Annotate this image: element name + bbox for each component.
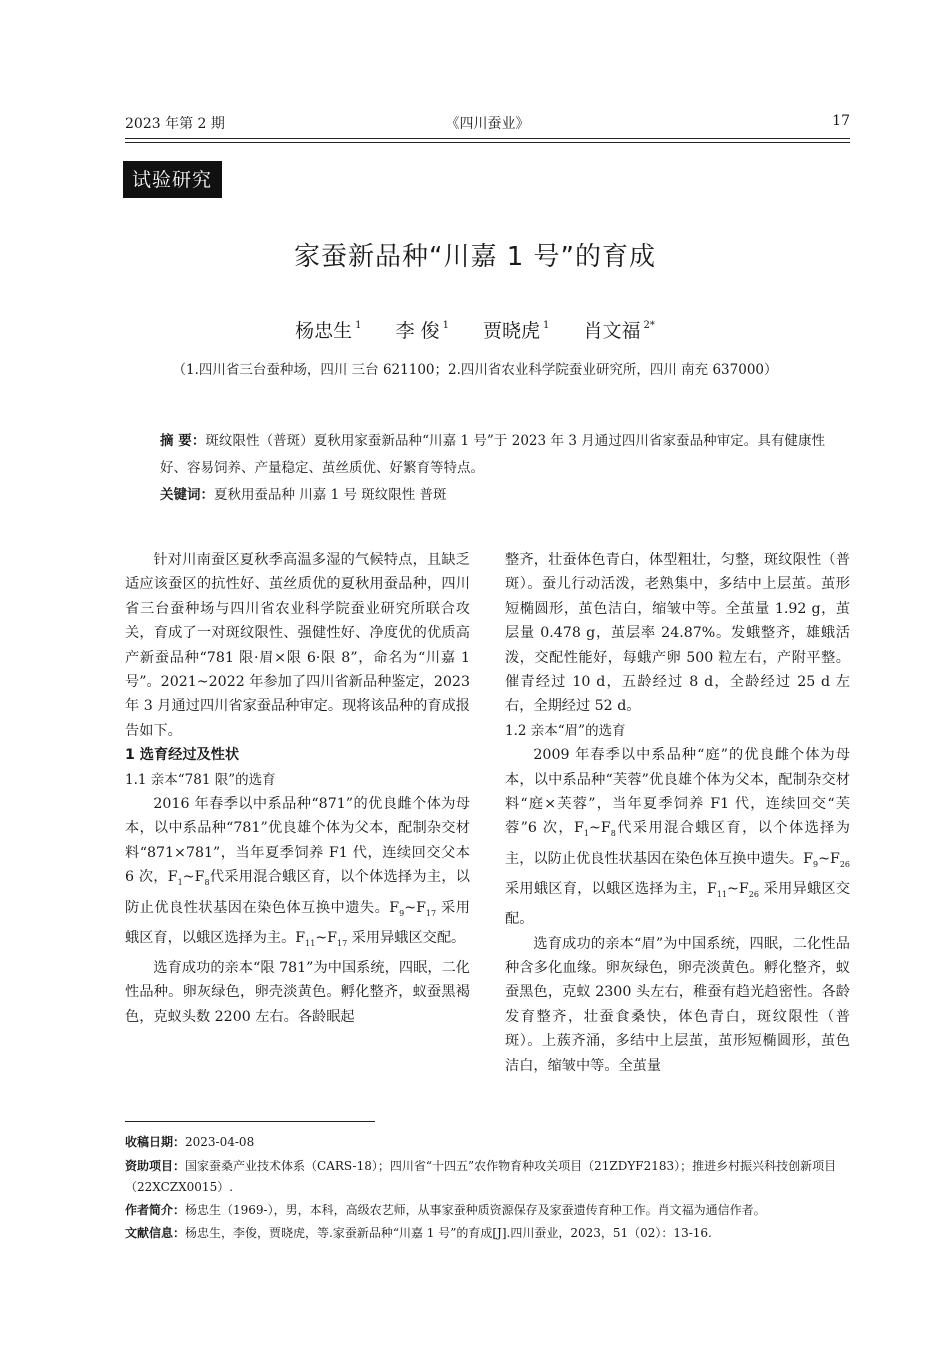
subsection-heading: 1.1 亲本“781 限”的选育 xyxy=(125,771,276,788)
keywords-label: 关键词： xyxy=(160,487,214,503)
footnote-received: 收稿日期：2023-04-08 xyxy=(125,1135,255,1149)
journal-name: 《四川蚕业》 xyxy=(445,116,530,132)
keywords: 夏秋用蚕品种 川嘉 1 号 斑纹限性 普斑 xyxy=(214,487,447,503)
author: 李 俊 $^1$ xyxy=(395,320,449,342)
issue-label: 2023 年第 2 期 xyxy=(125,116,225,132)
section-heading: 1 选育经过及性状 xyxy=(125,747,240,764)
author: 肖文福 $^{2*}$ xyxy=(583,320,655,342)
section-label: 试验研究 xyxy=(124,162,221,197)
page-number: 17 xyxy=(832,113,850,129)
author: 贾晓虎 $^1$ xyxy=(483,320,550,342)
paragraph: 选育成功的亲本“眉”为中国系统，四眠，二化性品种含多化血缘。卵灰绿色，卵壳淡黄色。孵化整齐，蚁蚕黑色，克蚁 2300 头左右，稚蚕有趋光趋密性。各龄发育整齐，壮蚕食桑快，体色青白，斑纹限性（普斑）。上蔟齐涌，多结中上层茧，茧形短椭圆形，茧色洁白，缩皱中等。全茧量 xyxy=(505,935,850,1074)
header-rule-thin xyxy=(125,142,850,143)
header-rule xyxy=(125,138,850,139)
footnote-funding: 资助项目：国家蚕桑产业技术体系（CARS-18）；四川省“十四五”农作物育种攻关项目（21ZDYF2183）；推进乡村振兴科技创新项目（22XCZX0015）. xyxy=(125,1159,837,1194)
affiliations: （1.四川省三台蚕种场，四川 三台 621100；2.四川省农业科学院蚕业研究所，四川 南充 637000） xyxy=(172,362,778,378)
body-column-right xyxy=(505,548,850,1078)
abstract-label: 摘 要： xyxy=(160,433,206,449)
paragraph-continued: 整齐，壮蚕体色青白，体型粗壮，匀整，斑纹限性（普斑）。蚕儿行动活泼，老熟集中，多结中上层茧。茧形短椭圆形，茧色洁白，缩皱中等。全茧量 1.92 g，茧层量 0.478 g，茧层率 24.87%。发蛾整齐，雄蛾活泼，交配性能好，每蛾产卵 500 粒左右，产附平整。催青经过 10 d，五龄经过 8 d，全龄经过 25 d 左右，全期经过 52 d。 xyxy=(505,552,850,715)
paragraph: 选育成功的亲本“限 781”为中国系统，四眠，二化性品种。卵灰绿色，卵壳淡黄色。孵化整齐，蚁蚕黑褐色，克蚁头数 2200 左右。各龄眠起 xyxy=(125,959,470,1025)
paragraph: 2009 年春季以中系品种“庭”的优良雌个体为母本，以中系品种“芙蓉”优良雄个体为父本，配制杂交材料“庭×芙蓉”，当年夏季饲养 F1 代，连续回交“芙蓉”6 次，$F_1\sim F_8$代采用混合蛾区育，以个体选择为主，以防止优良性状基因在染色体互换中遗失。$F_9\sim F_{26}$ 采用蛾区育，以蛾区选择为主，$F_{11}\sim F_{26}$ 采用异蛾区交配。 xyxy=(505,747,850,928)
author-list xyxy=(0,316,950,343)
footnote-citation: 文献信息：杨忠生，李俊，贾晓虎，等.家蚕新品种“川嘉 1 号”的育成[J].四川蚕业，2023，51（02）：13-16. xyxy=(125,1226,712,1240)
abstract-text: 斑纹限性（普斑）夏秋用家蚕新品种“川嘉 1 号”于 2023 年 3 月通过四川省家蚕品种审定。具有健康性好、容易饲养、产量稳定、茧丝质优、好繁育等特点。 xyxy=(160,433,826,476)
subsection-heading: 1.2 亲本“眉”的选育 xyxy=(505,722,626,739)
body-column-left xyxy=(125,548,470,1029)
footnote-author: 作者简介：杨忠生（1969-），男，本科，高级农艺师，从事家蚕种质资源保存及家蚕遗传育种工作。肖文福为通信作者。 xyxy=(125,1203,766,1217)
abstract xyxy=(160,428,825,509)
footnote-rule xyxy=(125,1121,375,1122)
paragraph: 2016 年春季以中系品种“871”的优良雌个体为母本，以中系品种“781”优良雄个体为父本，配制杂交材料“871×781”，当年夏季饲养 F1 代，连续回交父本 6 次，$F_1\sim F_8$代采用混合蛾区育，以个体选择为主，以防止优良性状基因在染色体互换中遗失。$F_9\sim F_{17}$ 采用蛾区育，以蛾区选择为主。$F_{11}\sim F_{17}$ 采用异蛾区交配。 xyxy=(125,796,470,948)
paper-title: 家蚕新品种“川嘉 1 号”的育成 xyxy=(293,242,656,272)
intro-paragraph: 针对川南蚕区夏秋季高温多湿的气候特点，且缺乏适应该蚕区的抗性好、茧丝质优的夏秋用蚕品种，四川省三台蚕种场与四川省农业科学院蚕业研究所联合攻关，育成了一对斑纹限性、强健性好、净度优的优质高产新蚕品种“781 限·眉×限 6·限 8”，命名为“川嘉 1 号”。2021~2022 年参加了四川省新品种鉴定，2023 年 3 月通过四川省家蚕品种审定。现将该品种的育成报告如下。 xyxy=(125,552,470,739)
author: 杨忠生 $^1$ xyxy=(295,320,362,342)
running-header xyxy=(125,113,850,137)
